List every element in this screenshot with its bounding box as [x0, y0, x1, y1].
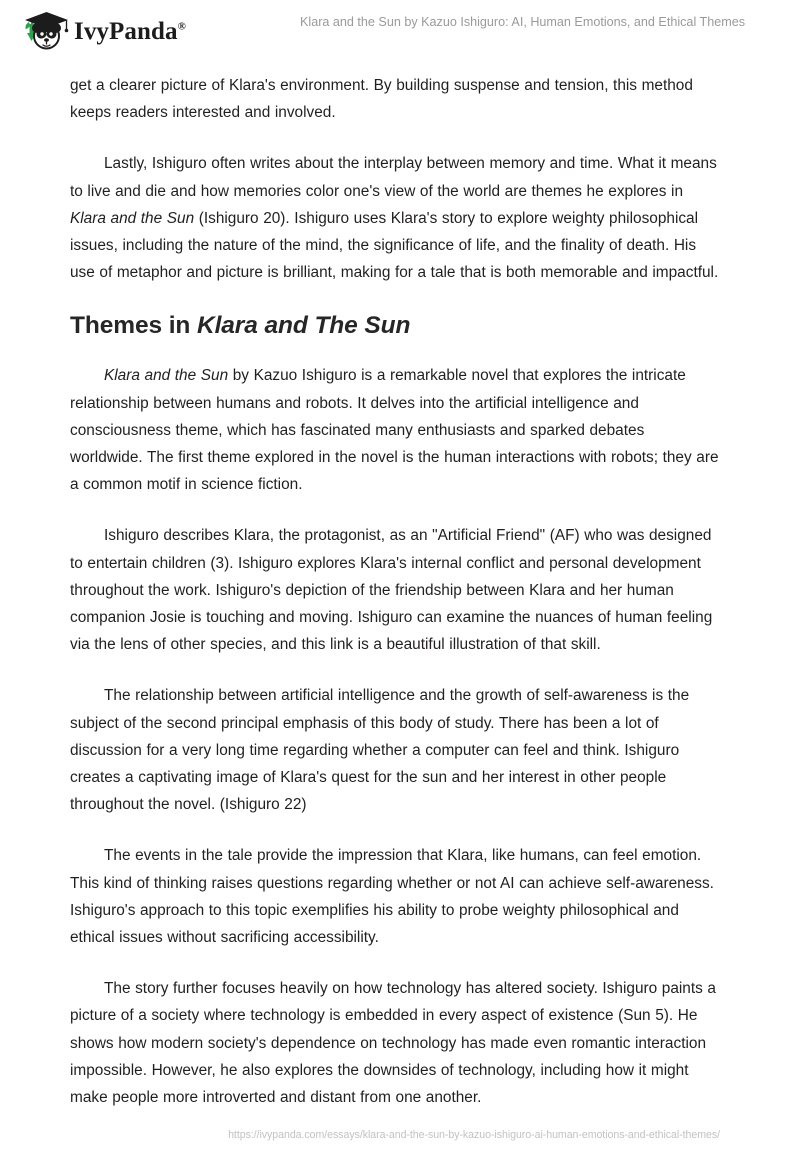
text-run: The relationship between artificial intelligence and the growth of self-awareness is the subject of the second principal emphasis of this body of study. There has been a lot of discussion for a very long time regarding whether a computer can feel and think. Ishiguro creates a captivating image of Klara's quest for the sun and her interest in other people throughout the novel. (Ishiguro 22) — [70, 687, 690, 814]
section-heading — [70, 310, 720, 342]
paragraph — [70, 682, 720, 818]
italic-title-run: Klara and the Sun — [70, 209, 195, 227]
italic-title-run: Klara and The Sun — [196, 312, 411, 340]
document-body — [70, 72, 720, 1135]
text-run: The story further focuses heavily on how technology has altered society. Ishiguro paints a picture of a society where technology is embedded in every aspect of existence (Sun 5). He shows how modern society's dependence on technology has made even romantic interaction impossible. However, he also explores the downsides of technology, including how it might make people more introverted and distant from one another. — [70, 980, 716, 1107]
page-header — [0, 0, 800, 62]
text-run: Lastly, Ishiguro often writes about the interplay between memory and time. What it means to live and die and how memories color one's view of the world are themes he explores in — [70, 155, 717, 200]
paragraph — [70, 975, 720, 1111]
text-run: The events in the tale provide the impression that Klara, like humans, can feel emotion. This kind of thinking raises questions regarding whether or not AI can achieve self-awareness. Ishiguro's approach to this topic exemplifies his ability to probe weighty philosophical and ethical issues without sacrificing accessibility. — [70, 847, 714, 947]
document-title-header: Klara and the Sun by Kazuo Ishiguro: AI, Human Emotions, and Ethical Themes — [300, 15, 745, 29]
paragraph — [70, 362, 720, 498]
italic-title-run: Klara and the Sun — [104, 367, 229, 385]
text-run: by Kazuo Ishiguro is a remarkable novel that explores the intricate relationship between humans and robots. It delves into the artificial intelligence and consciousness theme, which has fascinated many enthusiasts and sparked debates worldwide. The first theme explored in the novel is the human interactions with robots; they are a common motif in science fiction. — [70, 367, 719, 494]
brand-logo[interactable] — [18, 9, 186, 53]
page-footer — [0, 1128, 800, 1148]
text-run: (Ishiguro 20). Ishiguro uses Klara's story to explore weighty philosophical issues, including the nature of the mind, the significance of life, and the finality of death. His use of metaphor and picture is brilliant, making for a tale that is both memorable and impactful. — [70, 209, 719, 282]
paragraph — [70, 522, 720, 658]
panda-graduate-logo-icon — [18, 9, 70, 53]
paragraph — [70, 842, 720, 951]
paragraph — [70, 72, 720, 126]
source-url[interactable]: https://ivypanda.com/essays/klara-and-the-sun-by-kazuo-ishiguro-ai-human-emotions-and-ethical-themes/ — [228, 1129, 720, 1141]
registered-mark: ® — [177, 20, 186, 33]
text-run: Themes in — [70, 312, 197, 340]
text-run: Ishiguro describes Klara, the protagonist, as an "Artificial Friend" (AF) who was designed to entertain children (3). Ishiguro explores Klara's internal conflict and personal development throughout the work. Ishiguro's depiction of the friendship between Klara and her human companion Josie is touching and moving. Ishiguro can examine the nuances of human feeling via the lens of other species, and this link is a beautiful illustration of that skill. — [70, 527, 713, 654]
brand-name-text: IvyPanda — [74, 17, 178, 45]
paragraph — [70, 150, 720, 286]
text-run: get a clearer picture of Klara's environment. By building suspense and tension, this method keeps readers interested and involved. — [70, 77, 693, 122]
brand-name — [74, 19, 186, 44]
